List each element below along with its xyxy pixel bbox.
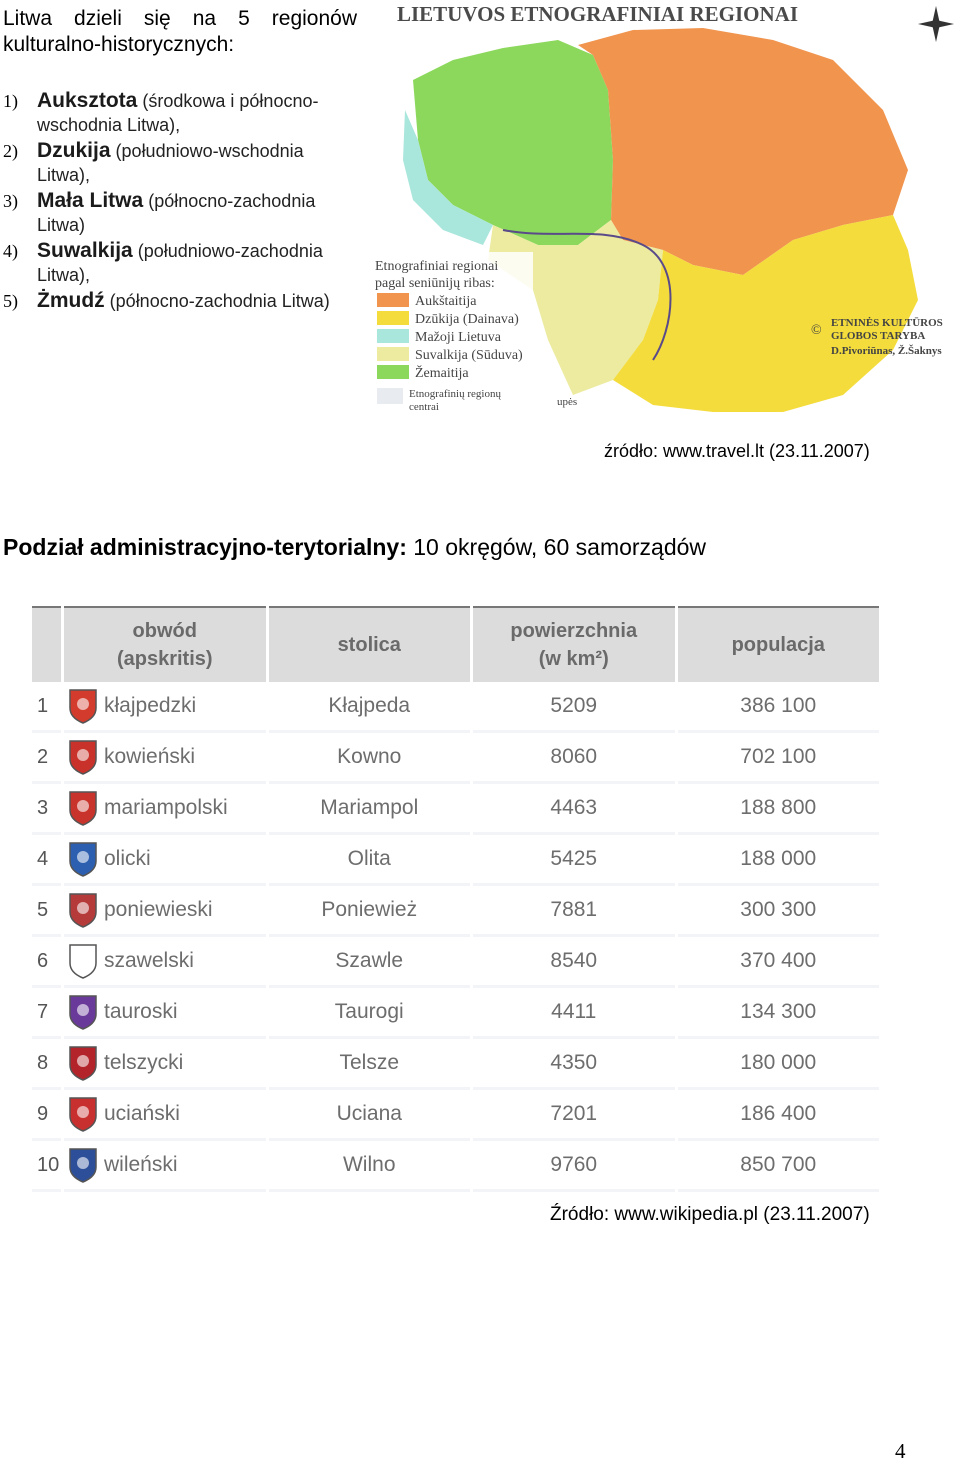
table-row — [32, 733, 879, 784]
capital-cell: Wilno — [269, 1141, 471, 1192]
area-cell: 9760 — [473, 1141, 675, 1192]
table-row — [32, 886, 879, 937]
districts-table — [29, 606, 882, 1192]
map-legend-title: pagal seniūnijų ribas: — [375, 276, 495, 291]
table-header-index — [32, 606, 61, 682]
area-cell: 4350 — [473, 1039, 675, 1090]
table-row — [32, 1090, 879, 1141]
coat-of-arms-icon — [68, 739, 98, 775]
capital-cell: Szawle — [269, 937, 471, 988]
coat-of-arms-icon — [68, 1147, 98, 1183]
capital-cell: Poniewież — [269, 886, 471, 937]
table-row — [32, 1141, 879, 1192]
district-name — [64, 835, 266, 886]
page-number: 4 — [895, 1439, 906, 1463]
legend-label: Dzūkija (Dainava) — [415, 312, 519, 327]
area-cell: 8060 — [473, 733, 675, 784]
legend-label: Mažoji Lietuva — [415, 330, 501, 345]
district-name — [64, 886, 266, 937]
district-label: tauroski — [104, 1000, 178, 1023]
table-row — [32, 835, 879, 886]
region-number: 5) — [3, 291, 18, 311]
intro-text: Litwa dzieli się na 5 regionów kulturalno-historycznych: — [3, 7, 357, 56]
coat-of-arms-icon — [68, 943, 98, 979]
row-index: 6 — [32, 937, 61, 988]
population-cell: 300 300 — [678, 886, 880, 937]
region-desc: (północno-zachodnia Litwa) — [109, 291, 330, 311]
area-cell: 7201 — [473, 1090, 675, 1141]
district-name — [64, 1090, 266, 1141]
table-header-district: obwód (apskritis) — [64, 606, 266, 682]
district-label: kowieński — [104, 745, 196, 768]
capital-cell: Kłajpeda — [269, 682, 471, 733]
table-row — [32, 937, 879, 988]
population-cell: 370 400 — [678, 937, 880, 988]
capital-cell: Olita — [269, 835, 471, 886]
heading-bold: Podział administracyjno-terytorialny: — [3, 534, 407, 560]
legend-label: Žemaitija — [415, 366, 469, 381]
row-index: 5 — [32, 886, 61, 937]
capital-cell: Kowno — [269, 733, 471, 784]
table-header-row — [32, 606, 879, 682]
population-cell: 134 300 — [678, 988, 880, 1039]
region-desc: (południowo-wschodnia Litwa), — [37, 141, 304, 185]
district-name — [64, 988, 266, 1039]
capital-cell: Telsze — [269, 1039, 471, 1090]
district-label: poniewieski — [104, 898, 213, 921]
area-cell: 4411 — [473, 988, 675, 1039]
coat-of-arms-icon — [68, 688, 98, 724]
district-label: wileński — [104, 1153, 178, 1176]
region-desc: (północno-zachodnia Litwa) — [37, 191, 316, 235]
district-name — [64, 784, 266, 835]
table-row — [32, 784, 879, 835]
table-header-capital: stolica — [269, 606, 471, 682]
region-item — [3, 289, 357, 313]
map-credit: D.Pivoriūnas, Ž.Šaknys — [831, 345, 942, 357]
district-name — [64, 733, 266, 784]
map-legend-title: Etnografiniai regionai — [375, 259, 499, 274]
table-header-population: populacja — [678, 606, 880, 682]
ethnographic-regions-map — [373, 0, 960, 422]
population-cell: 188 000 — [678, 835, 880, 886]
region-number: 1) — [3, 91, 18, 111]
row-index: 2 — [32, 733, 61, 784]
table-source: Źródło: www.wikipedia.pl (23.11.2007) — [550, 1204, 870, 1225]
map-credit: GLOBOS TARYBA — [831, 330, 926, 342]
district-label: uciański — [104, 1102, 180, 1125]
population-cell: 386 100 — [678, 682, 880, 733]
coat-of-arms-icon — [68, 790, 98, 826]
table-header-area: powierzchnia (w km²) — [473, 606, 675, 682]
district-label: olicki — [104, 847, 151, 870]
region-item — [3, 139, 357, 187]
region-desc: (południowo-zachodnia Litwa), — [37, 241, 323, 285]
region-item — [3, 189, 357, 237]
region-number: 4) — [3, 241, 18, 261]
legend-label: centrai — [409, 401, 439, 413]
legend-label: Aukštaitija — [415, 294, 477, 309]
legend-label: Suvalkija (Sūduva) — [415, 348, 523, 363]
district-label: kłajpedzki — [104, 694, 197, 717]
coat-of-arms-icon — [68, 1045, 98, 1081]
capital-cell: Uciana — [269, 1090, 471, 1141]
district-label: telszycki — [104, 1051, 184, 1074]
capital-cell: Taurogi — [269, 988, 471, 1039]
region-desc: (środkowa i północno-wschodnia Litwa), — [37, 91, 319, 135]
row-index: 9 — [32, 1090, 61, 1141]
map-credit: ETNINĖS KULTŪROS — [831, 317, 943, 329]
population-cell: 702 100 — [678, 733, 880, 784]
row-index: 3 — [32, 784, 61, 835]
region-name: Żmudź — [37, 289, 105, 312]
district-name — [64, 1141, 266, 1192]
region-item — [3, 239, 357, 287]
region-list — [3, 89, 357, 315]
legend-label: upės — [557, 396, 578, 408]
area-cell: 5425 — [473, 835, 675, 886]
coat-of-arms-icon — [68, 994, 98, 1030]
section-heading — [3, 534, 706, 561]
map-copyright: © — [811, 323, 822, 338]
row-index: 8 — [32, 1039, 61, 1090]
coat-of-arms-icon — [68, 841, 98, 877]
map-source: źródło: www.travel.lt (23.11.2007) — [604, 441, 870, 461]
map-title: LIETUVOS ETNOGRAFINIAI REGIONAI — [397, 2, 798, 26]
population-cell: 850 700 — [678, 1141, 880, 1192]
coat-of-arms-icon — [68, 1096, 98, 1132]
district-name — [64, 937, 266, 988]
district-label: mariampolski — [104, 796, 228, 819]
row-index: 10 — [32, 1141, 61, 1192]
region-name: Dzukija — [37, 139, 111, 162]
area-cell: 8540 — [473, 937, 675, 988]
region-name: Suwalkija — [37, 239, 133, 262]
heading-rest: 10 okręgów, 60 samorządów — [406, 534, 707, 560]
row-index: 7 — [32, 988, 61, 1039]
area-cell: 5209 — [473, 682, 675, 733]
table-row — [32, 682, 879, 733]
region-name: Mała Litwa — [37, 189, 144, 212]
area-cell: 7881 — [473, 886, 675, 937]
district-name — [64, 1039, 266, 1090]
legend-label: Etnografinių regionų — [409, 388, 501, 400]
row-index: 1 — [32, 682, 61, 733]
capital-cell: Mariampol — [269, 784, 471, 835]
district-name — [64, 682, 266, 733]
table-row — [32, 988, 879, 1039]
area-cell: 4463 — [473, 784, 675, 835]
row-index: 4 — [32, 835, 61, 886]
population-cell: 188 800 — [678, 784, 880, 835]
region-name: Auksztota — [37, 89, 138, 112]
region-item — [3, 89, 357, 137]
region-number: 3) — [3, 191, 18, 211]
table-row — [32, 1039, 879, 1090]
population-cell: 180 000 — [678, 1039, 880, 1090]
coat-of-arms-icon — [68, 892, 98, 928]
district-label: szawelski — [104, 949, 194, 972]
population-cell: 186 400 — [678, 1090, 880, 1141]
region-number: 2) — [3, 141, 18, 161]
